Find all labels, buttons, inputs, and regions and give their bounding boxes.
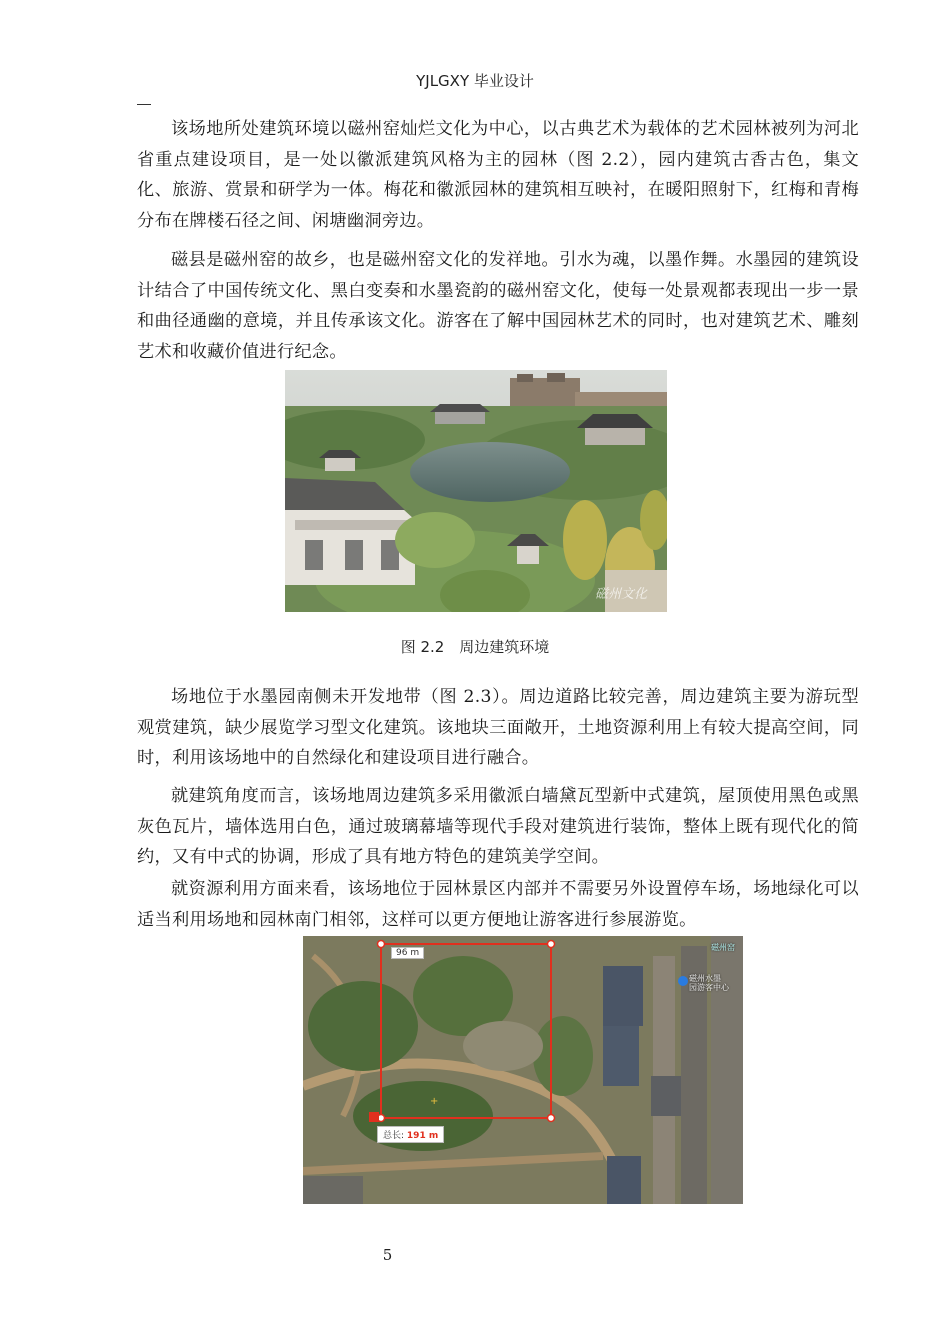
dimension-label: 96 m — [391, 947, 424, 959]
header-rule — [137, 104, 151, 105]
poi-corner-label: 磁州窑 — [711, 943, 735, 952]
figure-2-3-map — [303, 936, 743, 1204]
site-satellite-image — [303, 936, 743, 1204]
photo-watermark: 磁州文化 — [594, 587, 647, 602]
poi-label-line-2: 园游客中心 — [689, 983, 729, 992]
garden-aerial-image — [285, 370, 667, 612]
figure-2-2-caption: 图 2.2 周边建筑环境 — [400, 638, 550, 656]
header-title: YJLGXY 毕业设计 — [416, 72, 534, 90]
total-length-prefix: 总长: — [383, 1131, 405, 1141]
svg-text:+: + — [430, 1096, 439, 1107]
paragraph-5: 就资源利用方面来看，该场地位于园林景区内部并不需要另外设置停车场，场地绿化可以适当利用场地和园林南门相邻，这样可以更方便地让游客进行参展游览。 — [137, 879, 859, 930]
total-length-value: 191 m — [406, 1131, 439, 1141]
paragraph-3: 场地位于水墨园南侧未开发地带（图 2.3）。周边道路比较完善，周边建筑主要为游玩型观赏建筑，缺少展览学习型文化建筑。该地块三面敞开，土地资源利用上有较大提高空间，同时，利用该场地中的自然绿化和建设项目进行融合。 — [137, 687, 859, 768]
total-length-label — [377, 1126, 444, 1143]
page-number: 5 — [382, 1246, 393, 1264]
poi-label-line-1: 磁州水墨 — [689, 974, 721, 983]
poi-visitor-center — [689, 974, 729, 992]
paragraph-1: 该场地所处建筑环境以磁州窑灿烂文化为中心，以古典艺术为载体的艺术园林被列为河北省重点建设项目，是一处以徽派建筑风格为主的园林（图 2.2），园内建筑古香古色，集文化、旅游、赏景和研学为一体。梅花和徽派园林的建筑相互映衬，在暖阳照射下，红梅和青梅分布在牌楼石径之间、闲塘幽洞旁边。 — [137, 119, 859, 231]
paragraph-4: 就建筑角度而言，该场地周边建筑多采用徽派白墙黛瓦型新中式建筑，屋顶使用黑色或黑灰色瓦片，墙体选用白色，通过玻璃幕墙等现代手段对建筑进行装饰，整体上既有现代化的简约，又有中式的协调，形成了具有地方特色的建筑美学空间。 — [137, 786, 859, 867]
figure-2-2-photo — [285, 370, 667, 612]
paragraph-2: 磁县是磁州窑的故乡，也是磁州窑文化的发祥地。引水为魂，以墨作舞。水墨园的建筑设计结合了中国传统文化、黑白变奏和水墨瓷韵的磁州窑文化，使每一处景观都表现出一步一景和曲径通幽的意境，并且传承该文化。游客在了解中国园林艺术的同时，也对建筑艺术、雕刻艺术和收藏价值进行纪念。 — [137, 250, 859, 362]
